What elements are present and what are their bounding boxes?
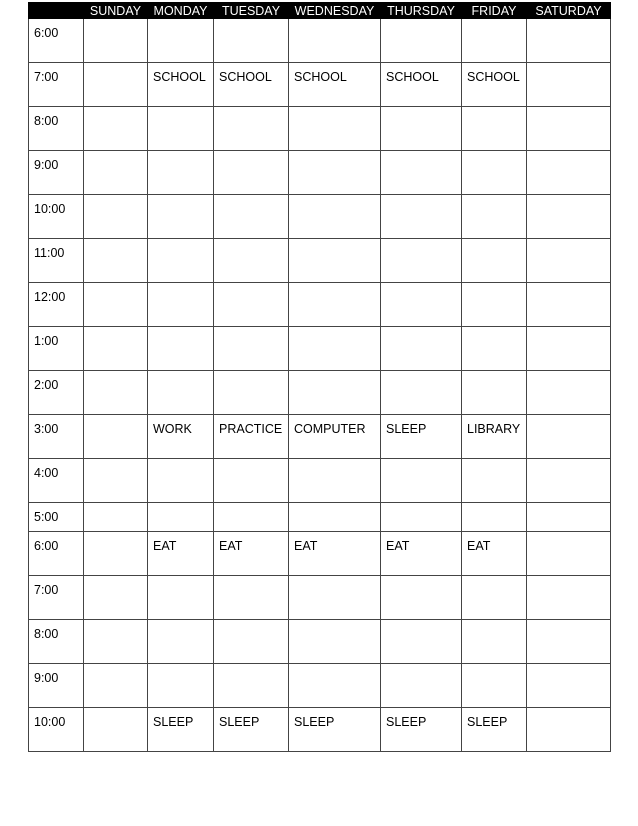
time-label: 1:00 <box>29 327 84 371</box>
schedule-cell-thursday: SCHOOL <box>381 63 462 107</box>
schedule-cell-thursday <box>381 664 462 708</box>
schedule-cell-tuesday: SLEEP <box>214 708 289 752</box>
time-label: 10:00 <box>29 195 84 239</box>
schedule-cell-thursday <box>381 239 462 283</box>
schedule-cell-thursday <box>381 576 462 620</box>
time-label: 5:00 <box>29 503 84 532</box>
schedule-cell-sunday <box>84 151 148 195</box>
schedule-cell-friday: LIBRARY <box>462 415 527 459</box>
schedule-cell-monday <box>148 371 214 415</box>
schedule-cell-friday <box>462 371 527 415</box>
schedule-cell-sunday <box>84 459 148 503</box>
schedule-cell-saturday <box>527 664 611 708</box>
schedule-cell-sunday <box>84 532 148 576</box>
schedule-cell-monday <box>148 283 214 327</box>
schedule-cell-sunday <box>84 195 148 239</box>
schedule-cell-friday: SLEEP <box>462 708 527 752</box>
schedule-cell-friday <box>462 664 527 708</box>
day-header-wednesday: WEDNESDAY <box>289 3 381 19</box>
schedule-cell-tuesday: PRACTICE <box>214 415 289 459</box>
time-row <box>29 195 611 239</box>
schedule-cell-monday <box>148 107 214 151</box>
schedule-cell-friday: SCHOOL <box>462 63 527 107</box>
schedule-cell-thursday <box>381 195 462 239</box>
schedule-cell-wednesday <box>289 151 381 195</box>
schedule-cell-wednesday <box>289 19 381 63</box>
header-row <box>29 3 611 19</box>
schedule-cell-tuesday: SCHOOL <box>214 63 289 107</box>
schedule-cell-monday <box>148 151 214 195</box>
schedule-cell-monday <box>148 459 214 503</box>
schedule-cell-tuesday <box>214 151 289 195</box>
schedule-cell-wednesday <box>289 195 381 239</box>
time-label: 4:00 <box>29 459 84 503</box>
schedule-cell-sunday <box>84 664 148 708</box>
time-row <box>29 283 611 327</box>
schedule-cell-friday <box>462 620 527 664</box>
schedule-cell-monday <box>148 19 214 63</box>
schedule-cell-sunday <box>84 576 148 620</box>
schedule-cell-wednesday: SCHOOL <box>289 63 381 107</box>
day-header-saturday: SATURDAY <box>527 3 611 19</box>
time-row <box>29 620 611 664</box>
schedule-cell-monday: WORK <box>148 415 214 459</box>
schedule-cell-saturday <box>527 415 611 459</box>
schedule-cell-wednesday <box>289 576 381 620</box>
schedule-cell-thursday <box>381 283 462 327</box>
time-row <box>29 107 611 151</box>
day-header-sunday: SUNDAY <box>84 3 148 19</box>
time-label: 6:00 <box>29 19 84 63</box>
schedule-cell-monday <box>148 327 214 371</box>
schedule-cell-monday: EAT <box>148 532 214 576</box>
schedule-cell-sunday <box>84 327 148 371</box>
schedule-cell-wednesday: SLEEP <box>289 708 381 752</box>
time-row <box>29 19 611 63</box>
time-row <box>29 151 611 195</box>
time-label: 3:00 <box>29 415 84 459</box>
schedule-cell-wednesday: EAT <box>289 532 381 576</box>
schedule-cell-saturday <box>527 371 611 415</box>
time-row <box>29 239 611 283</box>
schedule-cell-saturday <box>527 620 611 664</box>
schedule-cell-friday <box>462 576 527 620</box>
schedule-cell-saturday <box>527 708 611 752</box>
schedule-cell-tuesday: EAT <box>214 532 289 576</box>
schedule-cell-wednesday: COMPUTER <box>289 415 381 459</box>
schedule-cell-saturday <box>527 327 611 371</box>
schedule-cell-sunday <box>84 107 148 151</box>
schedule-cell-sunday <box>84 708 148 752</box>
schedule-cell-monday <box>148 620 214 664</box>
schedule-cell-monday: SCHOOL <box>148 63 214 107</box>
schedule-cell-wednesday <box>289 371 381 415</box>
schedule-cell-saturday <box>527 63 611 107</box>
time-label: 8:00 <box>29 620 84 664</box>
schedule-cell-saturday <box>527 151 611 195</box>
schedule-cell-thursday <box>381 371 462 415</box>
schedule-cell-tuesday <box>214 576 289 620</box>
time-row <box>29 371 611 415</box>
schedule-cell-saturday <box>527 532 611 576</box>
schedule-cell-friday <box>462 19 527 63</box>
time-row <box>29 532 611 576</box>
time-column-header <box>29 3 84 19</box>
schedule-cell-tuesday <box>214 19 289 63</box>
schedule-body <box>29 19 611 752</box>
time-label: 7:00 <box>29 63 84 107</box>
day-header-tuesday: TUESDAY <box>214 3 289 19</box>
schedule-cell-wednesday <box>289 327 381 371</box>
schedule-cell-wednesday <box>289 664 381 708</box>
schedule-cell-wednesday <box>289 107 381 151</box>
schedule-cell-thursday <box>381 19 462 63</box>
schedule-cell-saturday <box>527 239 611 283</box>
time-label: 11:00 <box>29 239 84 283</box>
schedule-cell-thursday <box>381 327 462 371</box>
schedule-cell-tuesday <box>214 327 289 371</box>
schedule-cell-thursday: EAT <box>381 532 462 576</box>
schedule-cell-saturday <box>527 459 611 503</box>
time-row <box>29 63 611 107</box>
time-row <box>29 415 611 459</box>
schedule-cell-monday <box>148 195 214 239</box>
time-row <box>29 664 611 708</box>
schedule-cell-saturday <box>527 195 611 239</box>
schedule-cell-tuesday <box>214 503 289 532</box>
schedule-cell-thursday: SLEEP <box>381 415 462 459</box>
schedule-cell-friday <box>462 503 527 532</box>
schedule-cell-sunday <box>84 239 148 283</box>
schedule-cell-thursday <box>381 107 462 151</box>
schedule-cell-sunday <box>84 283 148 327</box>
schedule-cell-wednesday <box>289 459 381 503</box>
schedule-cell-friday <box>462 239 527 283</box>
weekly-schedule-table <box>28 2 611 752</box>
time-row <box>29 327 611 371</box>
time-row <box>29 576 611 620</box>
time-label: 9:00 <box>29 664 84 708</box>
day-header-monday: MONDAY <box>148 3 214 19</box>
schedule-cell-tuesday <box>214 195 289 239</box>
schedule-cell-monday <box>148 576 214 620</box>
time-label: 6:00 <box>29 532 84 576</box>
schedule-cell-friday <box>462 283 527 327</box>
schedule-cell-monday <box>148 239 214 283</box>
time-label: 10:00 <box>29 708 84 752</box>
schedule-cell-sunday <box>84 371 148 415</box>
schedule-cell-wednesday <box>289 620 381 664</box>
schedule-cell-tuesday <box>214 664 289 708</box>
time-row <box>29 708 611 752</box>
time-label: 8:00 <box>29 107 84 151</box>
time-label: 7:00 <box>29 576 84 620</box>
schedule-cell-tuesday <box>214 283 289 327</box>
schedule-cell-sunday <box>84 620 148 664</box>
schedule-cell-tuesday <box>214 620 289 664</box>
schedule-cell-monday <box>148 664 214 708</box>
schedule-cell-sunday <box>84 503 148 532</box>
schedule-cell-tuesday <box>214 371 289 415</box>
schedule-cell-tuesday <box>214 107 289 151</box>
schedule-cell-friday: EAT <box>462 532 527 576</box>
schedule-cell-wednesday <box>289 239 381 283</box>
schedule-cell-thursday <box>381 151 462 195</box>
schedule-cell-thursday <box>381 459 462 503</box>
schedule-cell-saturday <box>527 503 611 532</box>
schedule-cell-friday <box>462 107 527 151</box>
time-row <box>29 503 611 532</box>
time-label: 12:00 <box>29 283 84 327</box>
schedule-cell-monday <box>148 503 214 532</box>
day-header-friday: FRIDAY <box>462 3 527 19</box>
schedule-cell-thursday <box>381 503 462 532</box>
schedule-cell-thursday <box>381 620 462 664</box>
schedule-cell-tuesday <box>214 239 289 283</box>
schedule-cell-friday <box>462 195 527 239</box>
schedule-cell-saturday <box>527 576 611 620</box>
schedule-cell-tuesday <box>214 459 289 503</box>
schedule-cell-friday <box>462 459 527 503</box>
schedule-cell-saturday <box>527 283 611 327</box>
schedule-cell-sunday <box>84 415 148 459</box>
day-header-thursday: THURSDAY <box>381 3 462 19</box>
schedule-cell-friday <box>462 327 527 371</box>
time-label: 9:00 <box>29 151 84 195</box>
schedule-cell-sunday <box>84 19 148 63</box>
time-row <box>29 459 611 503</box>
schedule-cell-saturday <box>527 107 611 151</box>
schedule-cell-friday <box>462 151 527 195</box>
schedule-cell-wednesday <box>289 503 381 532</box>
schedule-cell-saturday <box>527 19 611 63</box>
schedule-cell-wednesday <box>289 283 381 327</box>
schedule-cell-monday: SLEEP <box>148 708 214 752</box>
schedule-cell-thursday: SLEEP <box>381 708 462 752</box>
time-label: 2:00 <box>29 371 84 415</box>
schedule-cell-sunday <box>84 63 148 107</box>
